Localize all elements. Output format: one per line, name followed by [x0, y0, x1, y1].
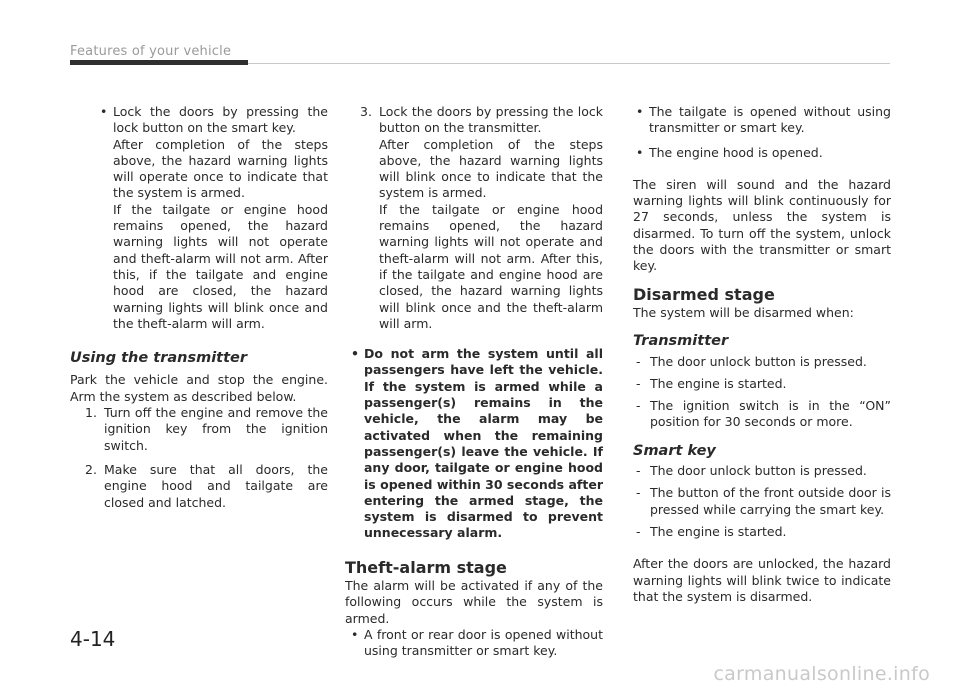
step-number: 2. [85, 461, 97, 477]
watermark: carmanualsonline.info [713, 663, 930, 685]
section-heading: Using the transmitter [70, 350, 248, 367]
bullet-marker: • [636, 104, 644, 119]
dash-marker: - [636, 523, 641, 539]
section-heading: Disarmed stage [633, 284, 775, 304]
list-item-text: Lock the doors by pressing the lock button on the transmitter. [379, 104, 603, 136]
list-item-text: The tailgate is opened without using transmitter or smart key. [649, 104, 891, 136]
list-item-text: The engine hood is opened. [649, 144, 823, 160]
dash-marker: - [636, 463, 641, 479]
list-item [360, 104, 603, 137]
column-2 [345, 104, 603, 660]
paragraph: If the tailgate or engine hood remains opened, the hazard warning lights will not operate and theft-alarm will not arm. After this, if the tailgate and engine hood are closed, the hazard warning lights will blink once and the theft-alarm will arm. [113, 201, 328, 331]
list-item [636, 104, 891, 137]
paragraph: The system will be disarmed when: [633, 304, 854, 320]
list-item-text: The ignition switch is in the “ON” position for 30 seconds or more. [650, 398, 891, 430]
warning-item [351, 346, 603, 542]
header-rule [248, 63, 890, 64]
paragraph: Park the vehicle and stop the engine. Arm the system as described below. [70, 372, 328, 404]
list-item [636, 524, 891, 540]
list-item-text: Make sure that all doors, the engine hood and tailgate are closed and latched. [104, 461, 328, 510]
paragraph: The siren will sound and the hazard warning lights will blink continuously for 27 seconds, unless the system is disarmed. To turn off the system, unlock the doors with the transmitter or smart key. [633, 176, 891, 274]
list-item [636, 463, 891, 479]
list-item-text: The engine is started. [650, 523, 787, 539]
list-item [85, 405, 328, 454]
list-item-text: Lock the doors by pressing the lock button on the smart key. [113, 104, 328, 136]
dash-marker: - [636, 485, 641, 501]
dash-marker: - [636, 353, 641, 369]
list-item [85, 462, 328, 511]
list-item-text: The button of the front outside door is pressed while carrying the smart key. [650, 485, 891, 517]
paragraph: After completion of the steps above, the hazard warning lights will operate once to indicate that the system is armed. [113, 136, 328, 201]
list-item-text: A front or rear door is opened without using transmitter or smart key. [364, 626, 603, 659]
step-number: 1. [85, 405, 97, 421]
bullet-marker: • [636, 144, 644, 160]
section-heading: Theft-alarm stage [345, 557, 507, 577]
paragraph: If the tailgate or engine hood remains opened, the hazard warning lights will not operate and theft-alarm will not arm. After this, if the tailgate and engine hood are closed, the hazard warning lights will blink once and the theft-alarm will arm. [379, 201, 603, 331]
column-3 [633, 104, 891, 605]
section-heading: Transmitter [633, 333, 729, 350]
list-item-text: The door unlock button is pressed. [650, 353, 867, 369]
dash-marker: - [636, 398, 641, 414]
bullet-marker: • [351, 626, 359, 642]
paragraph: The alarm will be activated if any of the following occurs while the system is armed. [345, 578, 603, 626]
list-item [636, 354, 891, 370]
section-header: Features of your vehicle [70, 44, 232, 59]
dash-marker: - [636, 375, 641, 391]
warning-text: Do not arm the system until all passengers have left the vehicle. If the system is armed while a passenger(s) remains in the vehicle, the alarm may be activated when the remaining passenger(s) leave the vehicle. If any door, tailgate or engine hood is opened within 30 seconds after entering the armed stage, the system is disarmed to prevent unnecessary alarm. [364, 346, 603, 541]
section-heading: Smart key [633, 442, 716, 459]
page-number: 4-14 [70, 627, 116, 651]
list-item [636, 398, 891, 431]
paragraph: After the doors are unlocked, the hazard warning lights will blink twice to indicate that the system is disarmed. [633, 556, 891, 604]
list-item-text: Turn off the engine and remove the ignition key from the ignition switch. [104, 405, 328, 453]
list-item [100, 104, 328, 137]
header-bar [70, 60, 248, 65]
list-item [636, 485, 891, 518]
step-number: 3. [360, 104, 372, 119]
bullet-marker: • [351, 346, 359, 362]
bullet-marker: • [100, 104, 108, 119]
list-item-text: The door unlock button is pressed. [650, 463, 867, 479]
column-1 [70, 104, 328, 511]
paragraph: After completion of the steps above, the hazard warning lights will blink once to indicate that the system is armed. [379, 136, 603, 201]
list-item-text: The engine is started. [650, 375, 787, 391]
list-item [351, 627, 603, 660]
list-item [636, 376, 891, 392]
list-item [636, 145, 891, 161]
